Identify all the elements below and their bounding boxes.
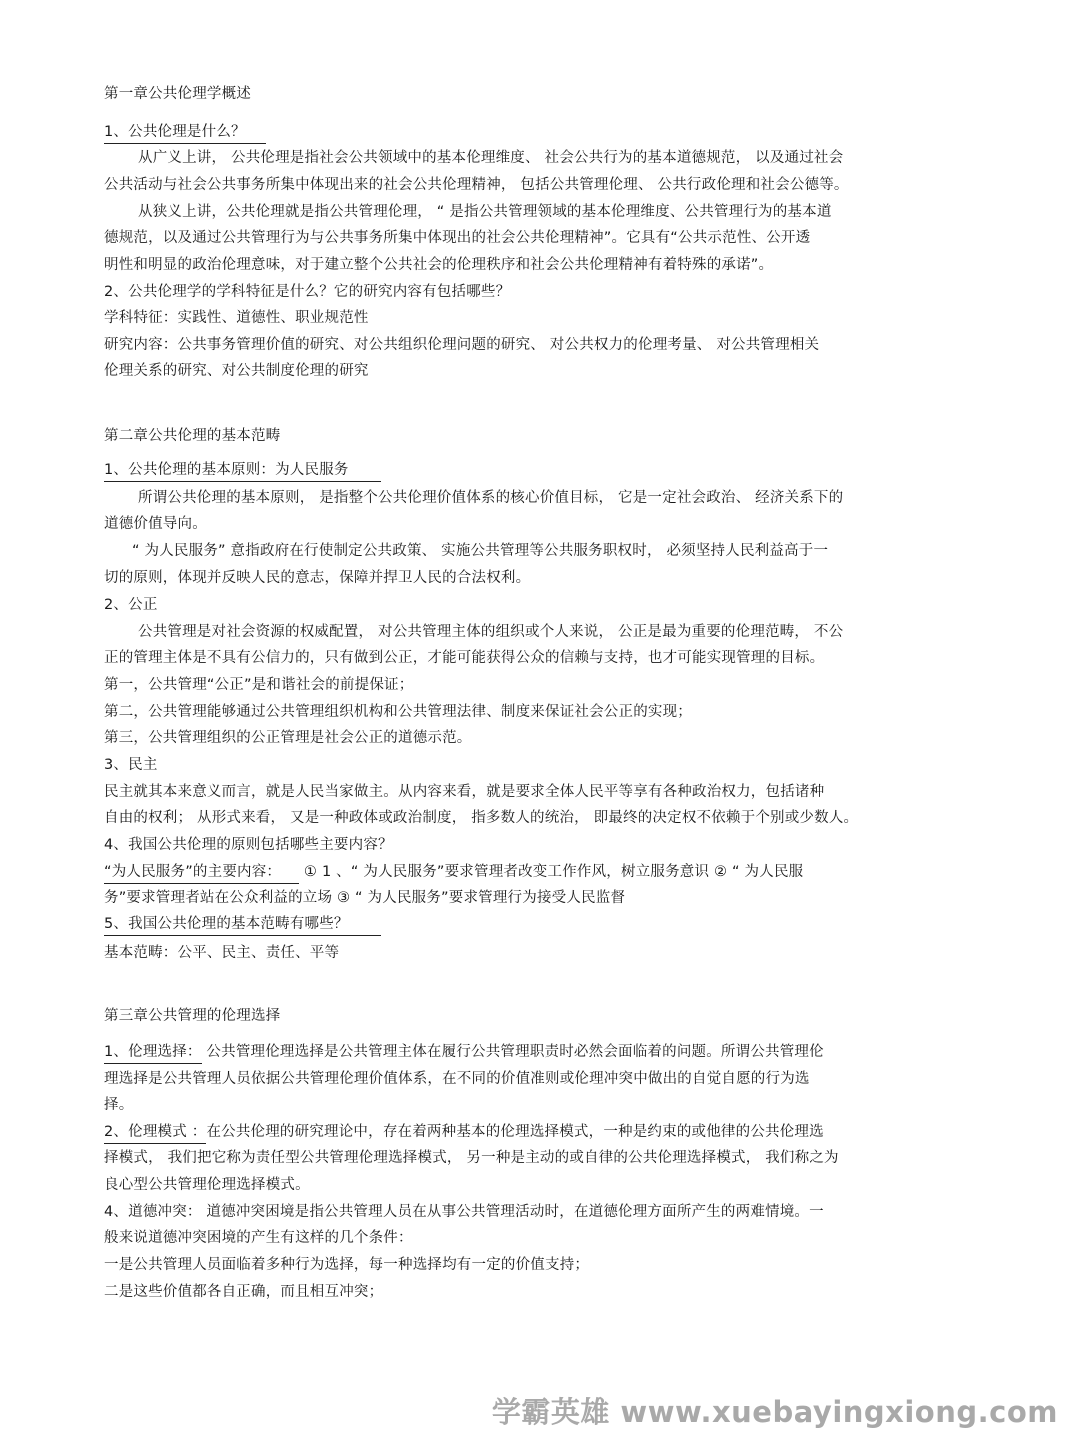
paragraph-line: 道德价值导向。 — [104, 516, 207, 532]
list-item: 第三，公共管理组织的公正管理是社会公正的道德示范。 — [104, 730, 472, 746]
answer-line: 基本范畴：公平、民主、责任、平等 — [104, 945, 340, 961]
chapter-2-title: 第二章公共伦理的基本范畴 — [104, 428, 281, 444]
paragraph-line: 所谓公共伦理的基本原则， 是指整个公共伦理价值体系的核心价值目标， 它是一定社会政治、 经济关系下的 — [138, 490, 844, 506]
paragraph-line: 理选择是公共管理人员依据公共管理伦理价值体系，在不同的价值准则或伦理冲突中做出的自觉自愿的行为选 — [104, 1071, 810, 1087]
term-2-text: 在公共伦理的研究理论中，存在着两种基本的伦理选择模式，一种是约束的或他律的公共伦理选 — [206, 1124, 824, 1140]
term-1-text: 公共管理伦理选择是公共管理主体在履行公共管理职责时必然会面临着的问题。所谓公共管理伦 — [201, 1044, 824, 1060]
term-line: 4、道德冲突： 道德冲突困境是指公共管理人员在从事公共管理活动时，在道德伦理方面所产生的两难情境。一 — [104, 1204, 824, 1220]
section-heading: 4、我国公共伦理的原则包括哪些主要内容？ — [104, 837, 393, 853]
term-line — [104, 1042, 824, 1064]
chapter-1-title: 第一章公共伦理学概述 — [104, 86, 251, 102]
paragraph-line: 从广义上讲， 公共伦理是指社会公共领域中的基本伦理维度、 社会公共行为的基本道德规范， 以及通过社会 — [138, 150, 844, 166]
paragraph-line: 择。 — [104, 1097, 134, 1113]
section-heading: 3、民主 — [104, 757, 158, 773]
paragraph-line — [104, 862, 803, 884]
paragraph-line: 良心型公共管理伦理选择模式。 — [104, 1177, 310, 1193]
paragraph-line: “ 为人民服务” 意指政府在行使制定公共政策、 实施公共管理等公共服务职权时， 必须坚持人民利益高于一 — [132, 543, 829, 559]
term-2-label: 2、伦理模式 ： — [104, 1122, 206, 1144]
list-item: 二是这些价值都各自正确，而且相互冲突； — [104, 1284, 384, 1300]
serve-people-content: ① 1 、“ 为人民服务”要求管理者改变工作作风，树立服务意识 ② “ 为人民服 — [299, 864, 804, 880]
paragraph-line: 公共活动与社会公共事务所集中体现出来的社会公共伦理精神， 包括公共管理伦理、 公共行政伦理和社会公德等。 — [104, 177, 849, 193]
answer-line: 伦理关系的研究、对公共制度伦理的研究 — [104, 363, 369, 379]
section-heading — [104, 460, 381, 482]
list-item: 一是公共管理人员面临着多种行为选择，每一种选择均有一定的价值支持； — [104, 1257, 590, 1273]
paragraph-line: 切的原则，体现并反映人民的意志，保障并捍卫人民的合法权利。 — [104, 570, 531, 586]
paragraph-line: 公共管理是对社会资源的权威配置， 对公共管理主体的组织或个人来说， 公正是最为重要的伦理范畴， 不公 — [138, 624, 844, 640]
section-1-text: 1、公共伦理的基本原则：为人民服务 — [104, 460, 381, 482]
section-heading: 2、公正 — [104, 597, 158, 613]
answer-line: 学科特征：实践性、道德性、职业规范性 — [104, 310, 369, 326]
paragraph-line: 德规范，以及通过公共管理行为与公共事务所集中体现出的社会公共伦理精神”。它具有“公共示范性、公开透 — [104, 230, 811, 246]
section-heading — [104, 914, 381, 936]
paragraph-line: 明性和明显的政治伦理意味，对于建立整个公共社会的伦理秩序和社会公共伦理精神有着特殊的承诺”。 — [104, 257, 774, 273]
question-1-text: 1、公共伦理是什么？ — [104, 122, 266, 144]
section-5-text: 5、我国公共伦理的基本范畴有哪些？ — [104, 914, 381, 936]
question-heading — [104, 122, 266, 144]
site-watermark: 学霸英雄 www.xuebayingxiong.com — [491, 1395, 1058, 1429]
paragraph-line: 从狭义上讲，公共伦理就是指公共管理伦理， “ 是指公共管理领域的基本伦理维度、公共管理行为的基本道 — [138, 204, 832, 220]
answer-line: 研究内容：公共事务管理价值的研究、对公共组织伦理问题的研究、 对公共权力的伦理考量、 对公共管理相关 — [104, 337, 820, 353]
paragraph-line: 择模式， 我们把它称为责任型公共管理伦理选择模式， 另一种是主动的或自律的公共伦理选择模式， 我们称之为 — [104, 1150, 839, 1166]
paragraph-line: 正的管理主体是不具有公信力的，只有做到公正，才能可能获得公众的信赖与支持，也才可能实现管理的目标。 — [104, 650, 825, 666]
list-item: 第一，公共管理“公正”是和谐社会的前提保证； — [104, 677, 414, 693]
paragraph-line: 务”要求管理者站在公众利益的立场 ③ “ 为人民服务”要求管理行为接受人民监督 — [104, 890, 626, 906]
question-heading: 2、公共伦理学的学科特征是什么？它的研究内容有包括哪些？ — [104, 284, 511, 300]
list-item: 第二，公共管理能够通过公共管理组织机构和公共管理法律、制度来保证社会公正的实现； — [104, 704, 692, 720]
paragraph-line: 般来说道德冲突困境的产生有这样的几个条件： — [104, 1230, 413, 1246]
term-line — [104, 1122, 824, 1144]
chapter-3-title: 第三章公共管理的伦理选择 — [104, 1008, 281, 1024]
term-1-label: 1、伦理选择： — [104, 1042, 202, 1064]
paragraph-line: 自由的权利； 从形式来看， 又是一种政体或政治制度， 指多数人的统治， 即最终的决定权不依赖于个别或少数人。 — [104, 810, 859, 826]
serve-people-label: “为人民服务”的主要内容： — [104, 862, 299, 884]
paragraph-line: 民主就其本来意义而言，就是人民当家做主。从内容来看，就是要求全体人民平等享有各种政治权力，包括诸种 — [104, 784, 825, 800]
